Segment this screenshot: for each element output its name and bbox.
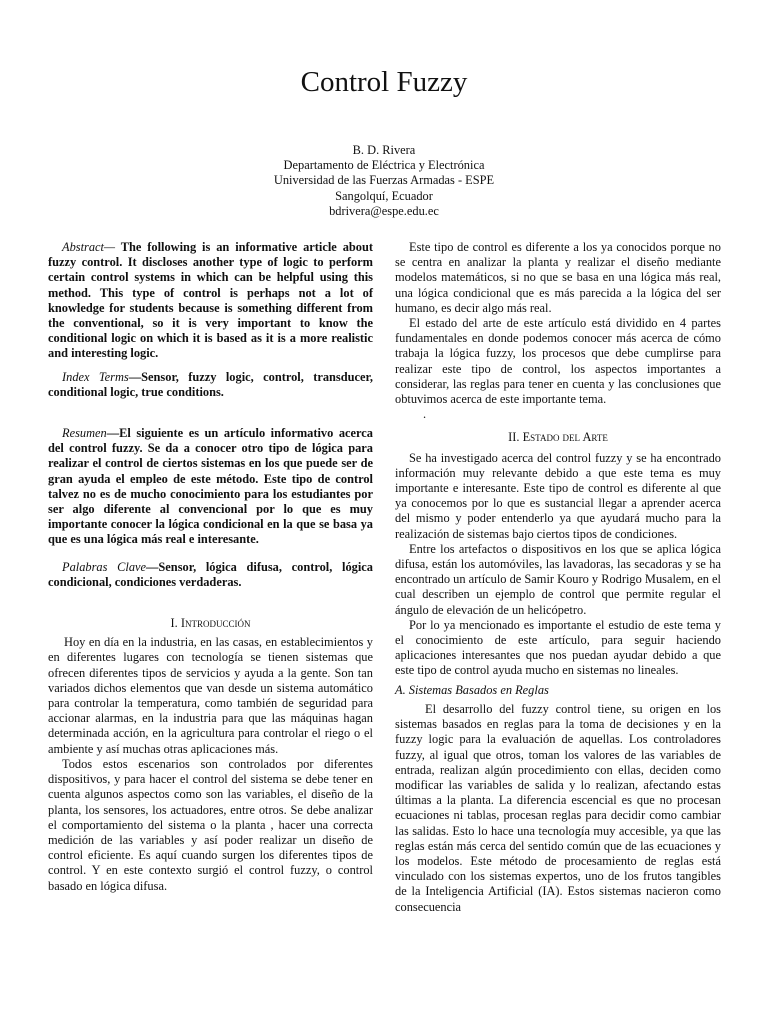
state-paragraph-2: Entre los artefactos o dispositivos en los que se aplica lógica difusa, están los automóviles, las lavadoras, las secadoras y se ha encontrado un artículo de Samir Kouro y Rodrigo Musalem, en el cual describen un ejemplo de control que permite regular el ángulo de elevación de un helicópetro. xyxy=(395,541,721,617)
author-email: bdrivera@espe.edu.ec xyxy=(329,203,439,218)
right-column xyxy=(395,240,721,915)
section-heading-intro xyxy=(48,616,373,631)
right-paragraph-2: El estado del arte de este artículo está dividido en 4 partes fundamentales en donde podemos conocer más acerca de cómo trabaja la lógica fuzzy, los procesos que debe cumplirse para realizar este tipo de control, los aspectos importantes a considerar, las reglas para tener en cuenta y las conclusiones que obtuvimos acerca de este importante tema. xyxy=(395,316,721,407)
paper-title: Control Fuzzy xyxy=(300,66,468,98)
intro-paragraph-2: Todos estos escenarios son controlados por diferentes dispositivos, y para hacer el control del sistema se debe tener en cuenta algunos aspectos como son las variables, el diseño de la planta, los sensores, los actuadores, entre otros. Se debe analizar el comportamiento del sistema o la planta , hacer una correcta medición de las variables y así poder realizar un diseño de control eficiente. Es aquí cuando surgen los diferentes tipos de control. Y en este contexto surgió el control fuzzy, o control basado en lógica difusa. xyxy=(48,756,373,893)
state-paragraph-3: Por lo ya mencionado es importante el estudio de este tema y el conocimiento de este artículo, para seguir haciendo aplicaciones interesantes que nos puedan ayudar debido a que este tipo de control ayuda mucho en sistemas no lineales. xyxy=(395,617,721,678)
resumen-label: Resumen xyxy=(62,426,107,441)
stray-dot: . xyxy=(423,407,427,422)
author-name: B. D. Rivera xyxy=(352,143,416,157)
left-column xyxy=(48,240,373,894)
section-number: II. xyxy=(508,430,523,445)
section-heading-state-of-art xyxy=(395,430,721,445)
index-terms xyxy=(48,370,373,400)
abstract-label: Abstract— xyxy=(62,240,116,254)
palabras-clave-text: —Sensor, lógica difusa, control, lógica condicional, condiciones verdaderas. xyxy=(48,559,373,589)
abstract xyxy=(48,240,373,362)
index-terms-text: —Sensor, fuzzy logic, control, transducer, conditional logic, true conditions. xyxy=(48,369,373,399)
resumen xyxy=(48,426,373,548)
resumen-text: —El siguiente es un artículo informativo acerca del control fuzzy. Se da a conocer otro tipo de lógica para realizar el control de ciertos sistemas en los que puede ser de gran ayuda el empleo de este método. Este tipo de control talvez no es de mucho conocimiento para los estudiantes por ser algo diferente al convencional por lo que es muy importante conocer la lógica condicional en la que se basa ya que es una lógica más real e interesante. xyxy=(48,426,373,547)
palabras-clave xyxy=(48,560,373,590)
index-terms-label: Index Terms xyxy=(62,369,129,384)
section-number: I. xyxy=(170,616,181,631)
author-university: Universidad de las Fuerzas Armadas - ESPE xyxy=(273,173,495,188)
abstract-text: The following is an informative article about fuzzy control. It discloses another type of logic to perform certain control systems in which can be helpful using this method. This type of control is perhaps not a lot of knowledge for students because is something different from the conventional, so it is very important to know the conditional logic on which it is based as it is a more realistic and interesting logic. xyxy=(48,240,373,361)
intro-paragraph-1: Hoy en día en la industria, en las casas, en establecimientos y en diferentes lugares con tecnología se tienen sistemas que ofrecen diferentes tipos de servicios y ayuda a la gente. Son tan variados dichos elementos que van desde un sistema automático para controlar la temperatura, como también de seguridad para accionar alarmas, en la industria para que las máquinas hagan determinada acción, en la agricultura para controlar el riego o el ambiente y así muchas otras aplicaciones más. xyxy=(48,635,373,756)
section-title: Introducción xyxy=(180,616,251,631)
subsection-heading-rules: A. Sistemas Basados en Reglas xyxy=(395,682,549,697)
author-city: Sangolquí, Ecuador xyxy=(335,188,433,203)
rules-paragraph-1: El desarrollo del fuzzy control tiene, su origen en los sistemas basados en reglas para la toma de decisiones y en la fuzzy logic para la evaluación de aquellas. Los controladores fuzzy, al igual que otros, toman los valores de las variables de entrada, realizan algún procedimiento con ellas, deciden como modificar las variables de salida y lo realizan, afectando estas últimas a la planta. La diferencia escencial es que no procesan ecuaciones ni tablas, procesan reglas para decidir como cambiar las salidas. Esto lo hace una tecnología muy accesible, ya que las reglas están más cerca del sentido común que de las ecuaciones y los modelos. Este método de procesamiento de reglas está vinculado con los sistemas expertos, uno de los frutos tangibles de la Inteligencia Artificial (IA). Estos sistemas nacieron como consecuencia xyxy=(395,701,721,914)
author-department: Departamento de Eléctrica y Electrónica xyxy=(283,158,485,173)
right-paragraph-1: Este tipo de control es diferente a los ya conocidos porque no se centra en analizar la planta y realizar el diseño mediante modelos matemáticos, si no que se basa en una lógica más real, una lógica condicional que es más parecida a la lógica del ser humano, es decir algo más real. xyxy=(395,240,721,315)
state-paragraph-1: Se ha investigado acerca del control fuzzy y se ha encontrado información muy relevante debido a que este tema es muy importante e interesante. Este tipo de control es diferente al que ya conocemos por lo que es sustancial llegar a aprender acerca del mismo y poder entenderlo ya que ayudará mucho para la realización de sistemas bajo ciertos tipos de condiciones. xyxy=(395,450,721,541)
section-title: Estado del Arte xyxy=(522,430,608,445)
author-block xyxy=(0,143,768,219)
palabras-clave-label: Palabras Clave xyxy=(62,559,147,574)
